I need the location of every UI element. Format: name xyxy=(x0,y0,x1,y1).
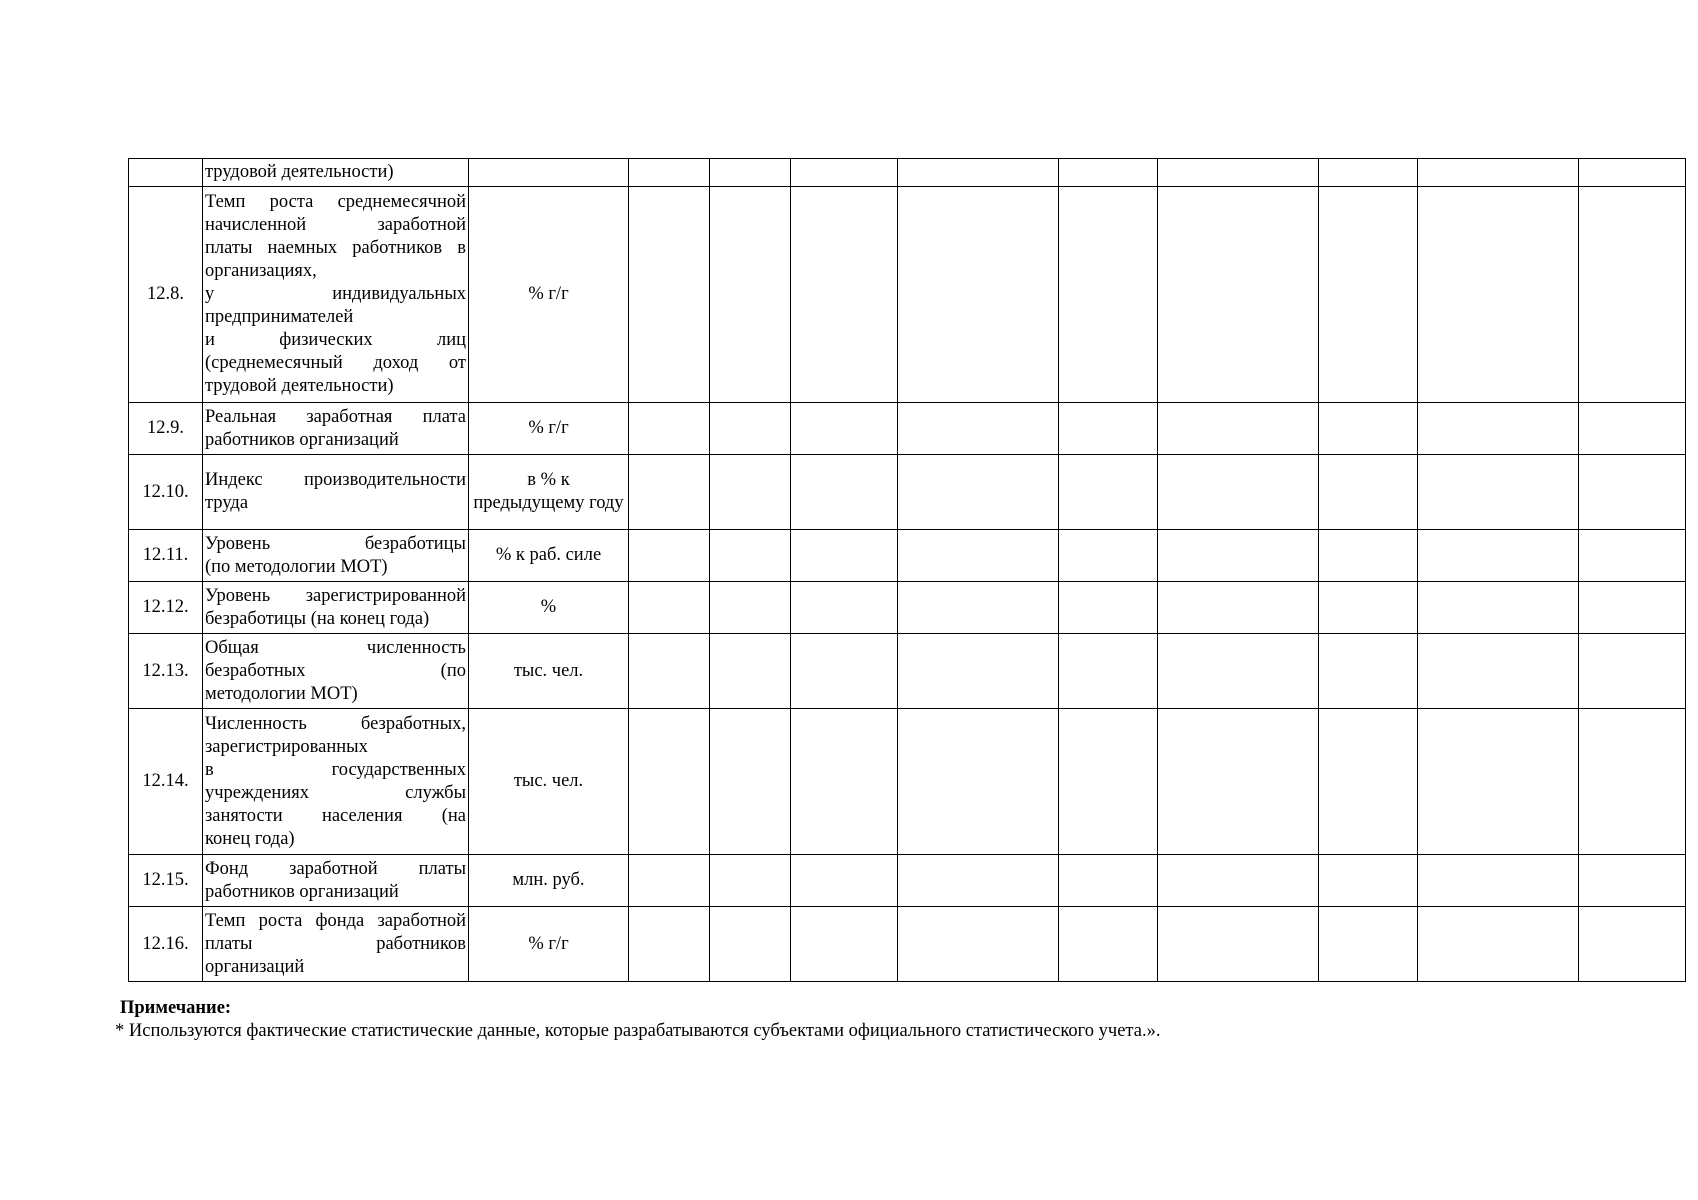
value-cell xyxy=(1418,455,1579,530)
value-cell xyxy=(710,455,791,530)
unit-cell: в % к предыдущему году xyxy=(469,455,629,530)
value-cell xyxy=(1579,403,1686,455)
value-cell xyxy=(1158,907,1319,982)
value-cell xyxy=(1158,582,1319,634)
value-cell xyxy=(791,855,898,907)
row-number: 12.15. xyxy=(129,855,203,907)
unit-cell: млн. руб. xyxy=(469,855,629,907)
value-cell xyxy=(710,582,791,634)
table-row xyxy=(129,403,1686,455)
value-cell xyxy=(1319,907,1418,982)
indicator-name-line: Уровень безработицы xyxy=(205,533,466,554)
indicator-name-line: работников организаций xyxy=(205,881,399,902)
table-row xyxy=(129,187,1686,403)
value-cell xyxy=(1579,855,1686,907)
indicator-name-line: учреждениях службы xyxy=(205,782,466,803)
value-cell xyxy=(1418,855,1579,907)
value-cell xyxy=(791,634,898,709)
value-cell xyxy=(1319,455,1418,530)
value-cell xyxy=(710,159,791,187)
value-cell xyxy=(629,455,710,530)
value-cell xyxy=(1319,187,1418,403)
value-cell xyxy=(1059,855,1158,907)
value-cell xyxy=(1059,403,1158,455)
value-cell xyxy=(629,187,710,403)
value-cell xyxy=(710,403,791,455)
value-cell xyxy=(629,159,710,187)
value-cell xyxy=(629,709,710,855)
indicator-name-line: Уровень зарегистрированной xyxy=(205,585,466,606)
value-cell xyxy=(710,709,791,855)
value-cell xyxy=(898,530,1059,582)
indicator-name xyxy=(203,634,469,709)
value-cell xyxy=(1418,907,1579,982)
value-cell xyxy=(1158,634,1319,709)
value-cell xyxy=(629,582,710,634)
value-cell xyxy=(1319,855,1418,907)
value-cell xyxy=(791,187,898,403)
value-cell xyxy=(1579,455,1686,530)
value-cell xyxy=(629,907,710,982)
value-cell xyxy=(1059,455,1158,530)
indicator-name-line: конец года) xyxy=(205,828,295,849)
unit-cell: % к раб. силе xyxy=(469,530,629,582)
indicator-name-line: трудовой деятельности) xyxy=(205,376,394,396)
value-cell xyxy=(1418,530,1579,582)
indicator-name-line: Индекс производительности xyxy=(205,470,466,490)
value-cell xyxy=(1158,159,1319,187)
value-cell xyxy=(1059,907,1158,982)
indicator-name-line: безработицы (на конец года) xyxy=(205,608,430,629)
value-cell xyxy=(1579,159,1686,187)
value-cell xyxy=(1158,855,1319,907)
row-number: 12.8. xyxy=(129,187,203,403)
indicator-name xyxy=(203,582,469,634)
value-cell xyxy=(791,530,898,582)
indicator-name-line: в государственных xyxy=(205,759,466,780)
value-cell xyxy=(1059,530,1158,582)
indicator-name-line: Фонд заработной платы xyxy=(205,858,466,879)
value-cell xyxy=(1418,159,1579,187)
value-cell xyxy=(898,159,1059,187)
value-cell xyxy=(898,634,1059,709)
table-row xyxy=(129,709,1686,855)
value-cell xyxy=(898,455,1059,530)
value-cell xyxy=(898,855,1059,907)
value-cell xyxy=(1418,709,1579,855)
value-cell xyxy=(1158,709,1319,855)
value-cell xyxy=(1319,530,1418,582)
value-cell xyxy=(1319,709,1418,855)
value-cell xyxy=(1059,582,1158,634)
indicator-name xyxy=(203,530,469,582)
value-cell xyxy=(1158,187,1319,403)
indicator-name xyxy=(203,855,469,907)
indicator-name-line: (среднемесячный доход от xyxy=(205,353,466,373)
value-cell xyxy=(1319,582,1418,634)
value-cell xyxy=(791,455,898,530)
unit-cell: тыс. чел. xyxy=(469,634,629,709)
table-row xyxy=(129,907,1686,982)
value-cell xyxy=(1059,709,1158,855)
indicator-name-line: занятости населения (на xyxy=(205,805,466,826)
value-cell xyxy=(791,159,898,187)
value-cell xyxy=(710,855,791,907)
value-cell xyxy=(1579,582,1686,634)
unit-cell: % г/г xyxy=(469,907,629,982)
value-cell xyxy=(1418,403,1579,455)
value-cell xyxy=(1579,709,1686,855)
value-cell xyxy=(791,709,898,855)
row-number: 12.10. xyxy=(129,455,203,530)
table-body xyxy=(129,159,1686,982)
unit-cell xyxy=(469,159,629,187)
value-cell xyxy=(1319,634,1418,709)
value-cell xyxy=(710,530,791,582)
value-cell xyxy=(1418,582,1579,634)
indicator-name-line: Темп роста среднемесячной xyxy=(205,192,466,212)
indicator-name-line: труда xyxy=(205,493,249,513)
value-cell xyxy=(898,709,1059,855)
indicator-name-line: начисленной заработной xyxy=(205,215,466,235)
value-cell xyxy=(1059,634,1158,709)
indicator-name xyxy=(203,709,469,855)
value-cell xyxy=(898,907,1059,982)
value-cell xyxy=(629,855,710,907)
value-cell xyxy=(1319,159,1418,187)
indicator-name-line: работников организаций xyxy=(205,429,399,450)
value-cell xyxy=(791,582,898,634)
value-cell xyxy=(1158,530,1319,582)
row-number xyxy=(129,159,203,187)
unit-cell: % г/г xyxy=(469,187,629,403)
row-number: 12.11. xyxy=(129,530,203,582)
indicator-name-line: (по методологии МОТ) xyxy=(205,556,388,577)
note-text: * Используются фактические статистические данные, которые разрабатываются субъектами официального статистического учета.». xyxy=(115,1021,1161,1041)
table-row xyxy=(129,159,1686,187)
indicator-name-line: организаций xyxy=(205,956,305,977)
indicator-name-line: у индивидуальных xyxy=(205,284,466,304)
row-number: 12.9. xyxy=(129,403,203,455)
unit-cell: тыс. чел. xyxy=(469,709,629,855)
note-title: Примечание: xyxy=(120,998,232,1018)
value-cell xyxy=(1579,530,1686,582)
indicator-name-line: безработных (по xyxy=(205,660,466,681)
indicator-name-line: платы наемных работников в xyxy=(205,238,466,258)
value-cell xyxy=(1059,187,1158,403)
value-cell xyxy=(898,187,1059,403)
value-cell xyxy=(1418,187,1579,403)
indicator-name-line: трудовой деятельности) xyxy=(205,162,394,182)
value-cell xyxy=(1418,634,1579,709)
unit-cell: % xyxy=(469,582,629,634)
value-cell xyxy=(710,907,791,982)
indicator-name-line: Общая численность xyxy=(205,637,466,658)
indicator-name xyxy=(203,187,469,403)
value-cell xyxy=(1158,403,1319,455)
indicator-name-line: платы работников xyxy=(205,933,466,954)
indicators-table xyxy=(128,158,1686,982)
value-cell xyxy=(710,187,791,403)
table-row xyxy=(129,530,1686,582)
row-number: 12.13. xyxy=(129,634,203,709)
value-cell xyxy=(1579,187,1686,403)
indicator-name-line: Численность безработных, xyxy=(205,713,466,734)
indicator-name-line: предпринимателей xyxy=(205,307,354,327)
value-cell xyxy=(898,582,1059,634)
indicator-name-line: методологии МОТ) xyxy=(205,683,358,704)
value-cell xyxy=(898,403,1059,455)
indicator-name-line: зарегистрированных xyxy=(205,736,368,757)
value-cell xyxy=(1158,455,1319,530)
indicator-name xyxy=(203,907,469,982)
table-row xyxy=(129,634,1686,709)
note-section xyxy=(115,997,1161,1043)
value-cell xyxy=(1579,907,1686,982)
indicator-name-line: Реальная заработная плата xyxy=(205,406,466,427)
indicator-name xyxy=(203,403,469,455)
table-row xyxy=(129,582,1686,634)
value-cell xyxy=(710,634,791,709)
indicator-name xyxy=(203,159,469,187)
indicator-name-line: и физических лиц xyxy=(205,330,466,350)
row-number: 12.12. xyxy=(129,582,203,634)
indicator-name-line: Темп роста фонда заработной xyxy=(205,910,466,931)
value-cell xyxy=(629,634,710,709)
row-number: 12.16. xyxy=(129,907,203,982)
value-cell xyxy=(1319,403,1418,455)
value-cell xyxy=(629,403,710,455)
row-number: 12.14. xyxy=(129,709,203,855)
value-cell xyxy=(791,907,898,982)
unit-cell: % г/г xyxy=(469,403,629,455)
table-row xyxy=(129,455,1686,530)
value-cell xyxy=(1579,634,1686,709)
value-cell xyxy=(1059,159,1158,187)
indicator-name-line: организациях, xyxy=(205,261,317,281)
value-cell xyxy=(791,403,898,455)
value-cell xyxy=(629,530,710,582)
indicator-name xyxy=(203,455,469,530)
table-row xyxy=(129,855,1686,907)
